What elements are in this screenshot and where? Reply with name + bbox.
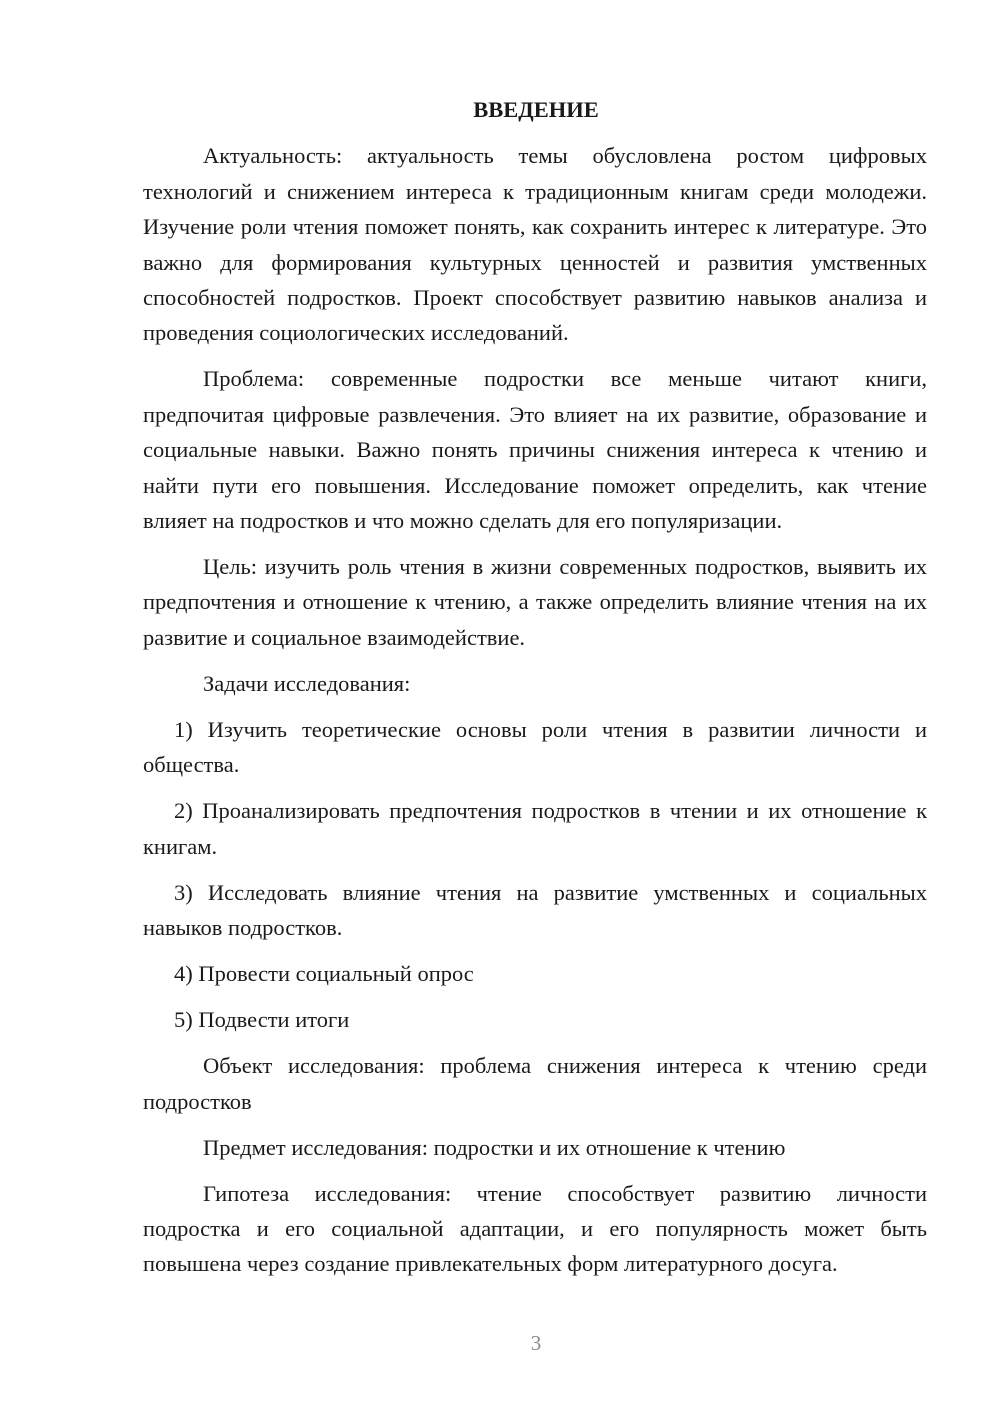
paragraph-goal: Цель: изучить роль чтения в жизни современных подростков, выявить их предпочтения и отношение к чтению, а также определить влияние чтения на их развитие и социальное взаимодействие. <box>143 554 927 650</box>
section-title: ВВЕДЕНИЕ <box>473 97 599 122</box>
document-body <box>143 92 927 1292</box>
paragraph-problem: Проблема: современные подростки все меньше читают книги, предпочитая цифровые развлечения. Это влияет на их развитие, образование и социальные навыки. Важно понять причины снижения интереса к чтению и найти пути его повышения. Исследование поможет определить, как чтение влияет на подростков и что можно сделать для его популяризации. <box>143 366 927 534</box>
page-number: 3 <box>530 1331 542 1355</box>
paragraph-hypothesis: Гипотеза исследования: чтение способствует развитию личности подростка и его социальной адаптации, и его популярность может быть повышена через создание привлекательных форм литературного досуга. <box>143 1180 927 1277</box>
task-item-2: 2) Проанализировать предпочтения подростков в чтении и их отношение к книгам. <box>143 798 927 859</box>
tasks-heading: Задачи исследования: <box>203 670 411 696</box>
paragraph-object: Объект исследования: проблема снижения интереса к чтению среди подростков <box>143 1053 927 1114</box>
paragraph-relevance: Актуальность: актуальность темы обусловлена ростом цифровых технологий и снижением интереса к традиционным книгам среди молодежи. Изучение роли чтения поможет понять, как сохранить интерес к литературе. Это важно для формирования культурных ценностей и развития умственных способностей подростков. Проект способствует развитию навыков анализа и проведения социологических исследований. <box>143 143 927 346</box>
task-item-5: 5) Подвести итоги <box>174 1007 350 1033</box>
task-item-1: 1) Изучить теоретические основы роли чтения в развитии личности и общества. <box>143 716 927 778</box>
task-item-4: 4) Провести социальный опрос <box>174 961 474 987</box>
task-item-3: 3) Исследовать влияние чтения на развитие умственных и социальных навыков подростков. <box>143 879 927 941</box>
paragraph-subject: Предмет исследования: подростки и их отношение к чтению <box>203 1134 786 1160</box>
